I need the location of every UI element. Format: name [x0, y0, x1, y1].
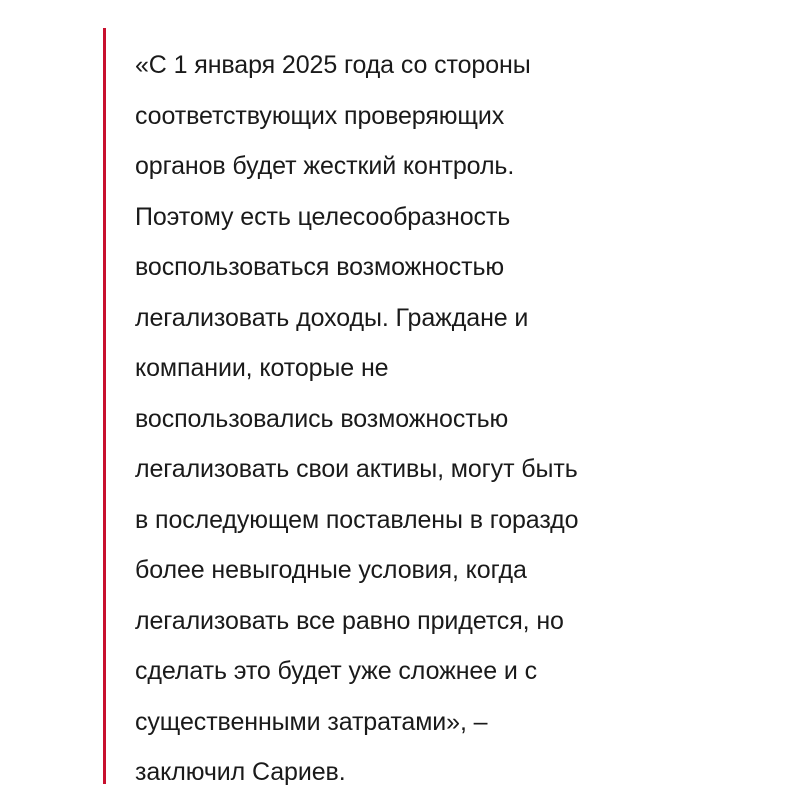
- quote-line: воспользоваться возможностью: [135, 253, 505, 281]
- quote-line: органов будет жесткий контроль.: [135, 152, 515, 180]
- quote-accent-bar: [103, 28, 106, 784]
- quote-line: сделать это будет уже сложнее и с: [135, 657, 537, 685]
- quote-line: соответствующих проверяющих: [135, 101, 505, 130]
- quote-line: в последующем поставлены в гораздо: [135, 505, 579, 534]
- quote-text: [135, 40, 578, 798]
- quote-line: легализовать свои активы, могут быть: [135, 455, 578, 483]
- quote-line: «С 1 января 2025 года со стороны: [135, 51, 531, 79]
- quote-line: существенными затратами», –: [135, 707, 488, 736]
- quote-line: заключил Сариев.: [135, 758, 346, 786]
- quote-line: компании, которые не: [135, 354, 389, 382]
- quote-line: легализовать все равно придется, но: [135, 606, 564, 635]
- blockquote: [103, 28, 703, 784]
- quote-line: Поэтому есть целесообразность: [135, 202, 511, 231]
- quote-line: более невыгодные условия, когда: [135, 556, 527, 584]
- quote-line: легализовать доходы. Граждане и: [135, 303, 529, 332]
- quote-line: воспользовались возможностью: [135, 404, 509, 433]
